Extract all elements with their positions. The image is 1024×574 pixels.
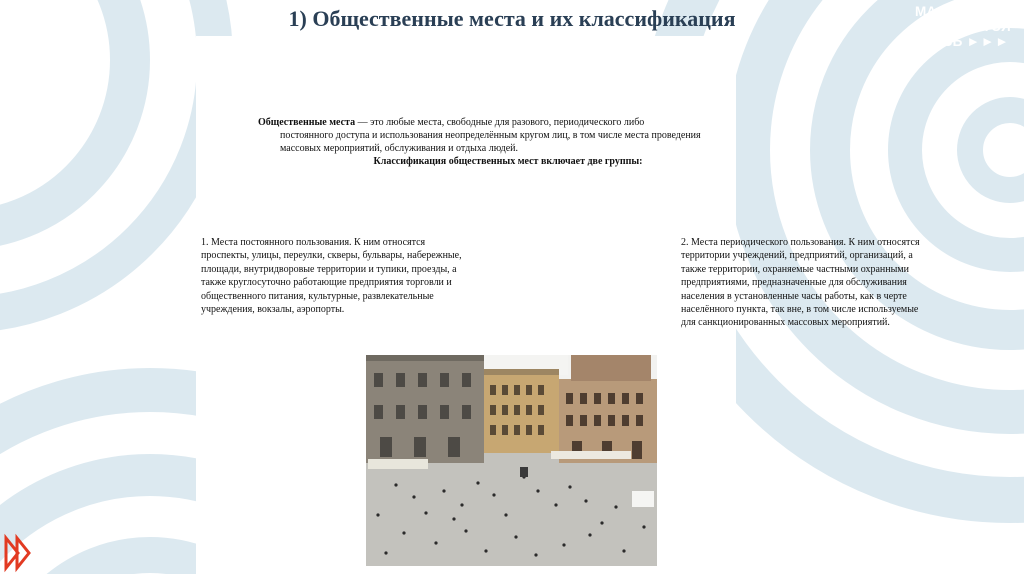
- definition-continuation: постоянного доступа и использования неопределённым кругом лиц, в том числе места проведения массовых мероприятий, обслуживания и отдыха людей.: [280, 130, 701, 154]
- slide-title: 1) Общественные места и их классификация: [288, 6, 736, 31]
- definition-term: Общественные места: [258, 117, 356, 128]
- next-arrow-icon: [0, 532, 36, 574]
- brand-arrows-icon: ►►►: [966, 34, 1010, 49]
- definition-block: [258, 116, 728, 168]
- group-2-text: 2. Места периодического пользования. К ним относятся территории учреждений, предприятий, организаций, а также территории, охраняемые частными охранными предприятиями, предназначенные для обслуживания населения в установленные часы работы, как в черте населённого пункта, так вне, в том числе используемые для санкционированных массовых мероприятий.: [681, 237, 920, 329]
- brand-logo: [915, 4, 1019, 49]
- classification-heading: Классификация общественных мест включает две группы:: [373, 156, 643, 167]
- brand-line-3: ЗДЕСЬ: [915, 34, 963, 49]
- definition-first-line: — это любые места, свободные для разового, периодического либо: [355, 117, 645, 128]
- group-1-text: 1. Места постоянного пользования. К ним относятся проспекты, улицы, переулки, скверы, бульвары, набережные, площади, внутридворовые территории и тупики, проезды, а также круглосуточно работающие предприятия торговли и общественного питания, культурные, развлекательные учреждения, вокзалы, аэропорты.: [201, 237, 462, 316]
- brand-line-1: МАСТЕРСТВО: [915, 4, 1011, 19]
- piazza-photo: [366, 355, 657, 566]
- brand-line-2: НАЧИНАЕТСЯ: [915, 19, 1011, 34]
